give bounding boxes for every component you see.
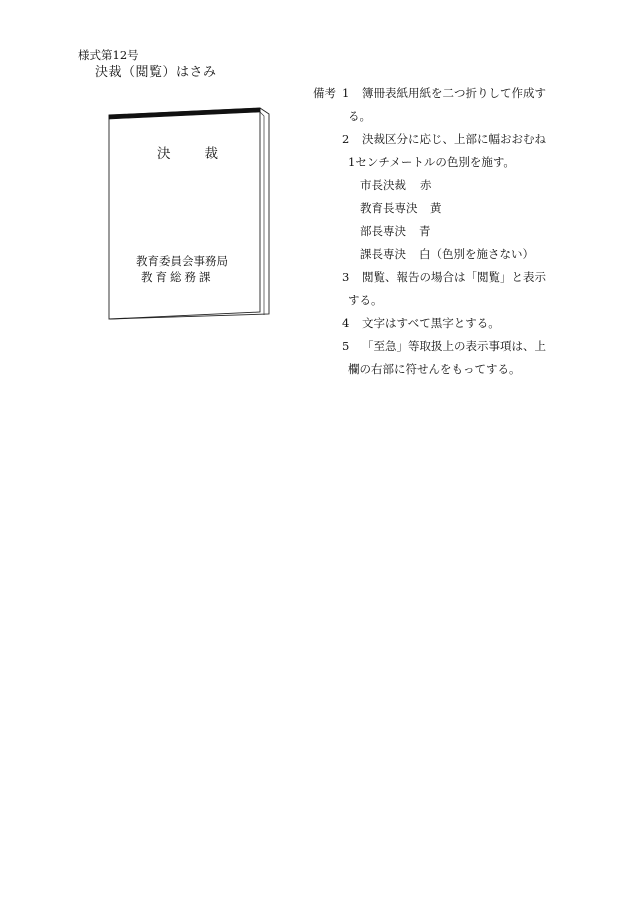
note-1-num: 1	[342, 86, 350, 100]
note-4-num: 4	[342, 316, 350, 330]
cover-org-line2: 教育総務課	[141, 270, 214, 284]
color-role-1: 市長決裁	[360, 178, 406, 192]
color-value-2: 黄	[430, 201, 442, 215]
cover-org-line1: 教育委員会事務局	[136, 254, 228, 268]
folder-drawing	[100, 104, 275, 324]
cover-title: 決 裁	[157, 146, 218, 162]
note-1-line1: 簿冊表紙用紙を二つ折りして作成す	[362, 86, 546, 100]
note-3-line2: する。	[348, 293, 383, 307]
color-role-2: 教育長専決	[360, 201, 418, 215]
color-role-3: 部長専決	[360, 224, 406, 238]
document-title: 決裁（閲覧）はさみ	[95, 65, 217, 80]
color-value-4: 白（色別を施さない）	[419, 247, 534, 261]
note-5-line1: 「至急」等取扱上の表示事項は、上	[362, 339, 546, 353]
note-1-line2: る。	[348, 109, 371, 123]
note-3-line1: 閲覧、報告の場合は「閲覧」と表示	[362, 270, 546, 284]
note-2-line2: 1センチメートルの色別を施す。	[348, 155, 515, 169]
color-value-1: 赤	[420, 178, 432, 192]
note-4-line1: 文字はすべて黒字とする。	[362, 316, 500, 330]
note-2-num: 2	[342, 132, 350, 146]
folder-front-cover	[109, 108, 260, 319]
note-5-num: 5	[342, 339, 350, 353]
folder-illustration	[100, 104, 275, 324]
note-5-line2: 欄の右部に符せんをもってする。	[348, 362, 521, 376]
notes-label: 備考	[313, 86, 336, 100]
color-role-4: 課長専決	[360, 247, 406, 261]
note-3-num: 3	[342, 270, 350, 284]
form-number: 様式第12号	[78, 48, 139, 62]
note-2-line1: 決裁区分に応じ、上部に幅おおむね	[362, 132, 546, 146]
color-value-3: 青	[419, 224, 431, 238]
